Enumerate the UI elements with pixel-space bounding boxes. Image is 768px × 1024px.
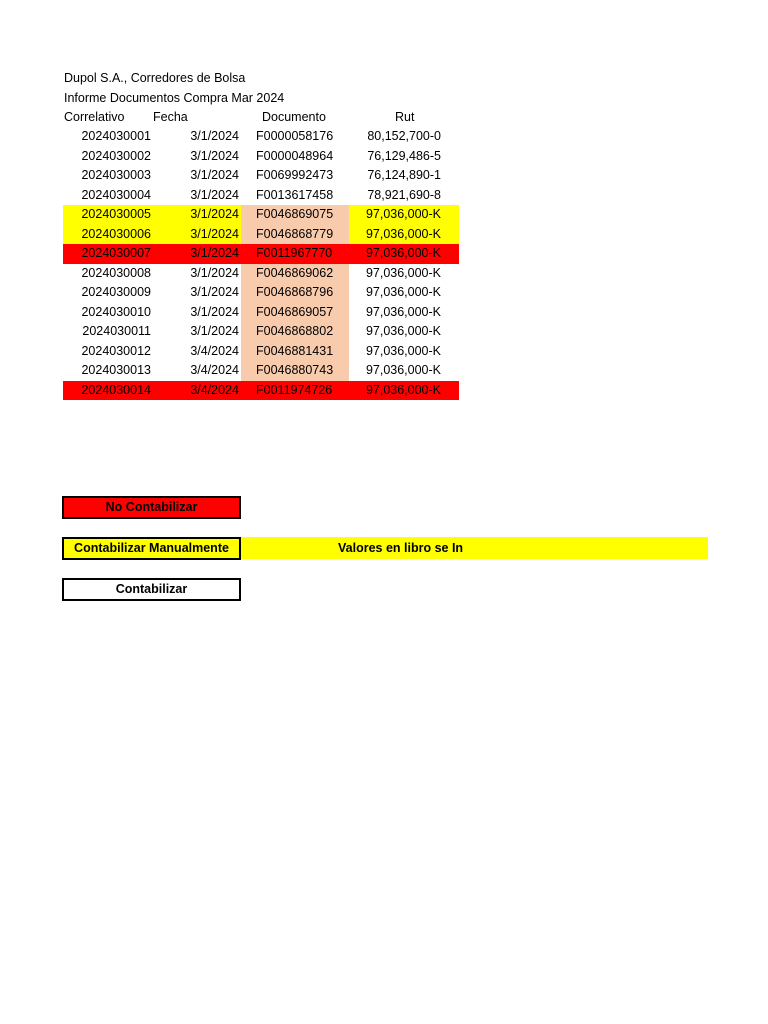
cell-documento: F0000048964 [256,148,334,163]
cell-rut: 97,036,000-K [365,265,441,280]
cell-correlativo: 2024030002 [81,148,151,163]
cell-correlativo: 2024030009 [81,285,151,299]
cell-rut: 97,036,000-K [349,244,459,264]
cell-correlativo: 2024030006 [63,225,153,245]
cell-correlativo: 2024030001 [81,129,151,143]
report-title: Informe Documentos Compra Mar 2024 [64,91,285,105]
table-row [0,127,768,147]
cell-documento: F0011974726 [241,381,349,401]
cell-documento: F0069992473 [256,168,334,182]
cell-rut: 97,036,000-K [365,324,441,338]
table-row [0,244,768,264]
cell-rut: 78,921,690-8 [367,187,441,202]
table-row [0,264,768,284]
cell-rut: 76,124,890-1 [367,168,441,182]
cell-fecha: 3/4/2024 [190,343,239,358]
cell-fecha: 3/1/2024 [190,304,239,319]
column-header-rut: Rut [395,110,415,124]
cell-rut: 80,152,700-0 [367,129,441,143]
cell-fecha: 3/1/2024 [190,129,239,143]
column-header-correlativo: Correlativo [64,110,125,124]
cell-fecha: 3/1/2024 [190,285,239,299]
cell-correlativo: 2024030011 [82,324,151,338]
cell-rut: 97,036,000-K [365,343,441,358]
column-header-fecha: Fecha [153,110,188,124]
cell-documento: F0046869075 [241,205,349,225]
cell-correlativo: 2024030013 [81,363,151,377]
cell-correlativo: 2024030014 [63,381,153,401]
cell-fecha: 3/4/2024 [153,381,241,401]
cell-documento: F0046868796 [241,283,349,303]
cell-documento: F0046881431 [241,342,349,362]
cell-documento: F0011967770 [241,244,349,264]
legend-manual-note-text: Valores en libro se In [338,541,464,555]
cell-documento: F0046869057 [241,303,349,323]
cell-fecha: 3/1/2024 [153,205,241,225]
table-row [0,186,768,206]
company-name: Dupol S.A., Corredores de Bolsa [64,71,246,85]
cell-rut: 97,036,000-K [365,304,441,319]
table-row [0,342,768,362]
table-row [0,381,768,401]
cell-rut: 97,036,000-K [365,285,441,299]
cell-correlativo: 2024030012 [81,343,151,358]
cell-rut: 76,129,486-5 [367,148,441,163]
cell-correlativo: 2024030010 [81,304,151,319]
column-header-documento: Documento [262,110,326,124]
cell-fecha: 3/1/2024 [190,148,239,163]
cell-documento: F0013617458 [256,187,334,202]
cell-fecha: 3/1/2024 [190,265,239,280]
table-row [0,225,768,245]
legend-contabilizar-manualmente: Contabilizar Manualmente [62,537,241,560]
table-row [0,166,768,186]
cell-documento: F0046880743 [241,361,349,381]
table-row [0,361,768,381]
cell-fecha: 3/1/2024 [190,168,239,182]
cell-correlativo: 2024030008 [81,265,151,280]
cell-fecha: 3/1/2024 [153,244,241,264]
table-row [0,147,768,167]
table-row [0,303,768,323]
cell-documento: F0046869062 [241,264,349,284]
cell-fecha: 3/4/2024 [190,363,239,377]
table-row [0,205,768,225]
cell-correlativo: 2024030003 [81,168,151,182]
cell-documento: F0046868802 [241,322,349,342]
cell-documento: F0000058176 [256,129,334,143]
table-row [0,283,768,303]
legend-contabilizar: Contabilizar [62,578,241,601]
legend-no-contabilizar: No Contabilizar [62,496,241,519]
cell-rut: 97,036,000-K [365,363,441,377]
cell-fecha: 3/1/2024 [190,187,239,202]
cell-correlativo: 2024030004 [81,187,151,202]
table-row [0,322,768,342]
cell-rut: 97,036,000-K [349,381,459,401]
cell-fecha: 3/1/2024 [190,324,239,338]
cell-documento: F0046868779 [241,225,349,245]
cell-correlativo: 2024030007 [63,244,153,264]
cell-fecha: 3/1/2024 [153,225,241,245]
legend-manual-note [241,537,708,559]
cell-rut: 97,036,000-K [349,225,459,245]
cell-rut: 97,036,000-K [349,205,459,225]
cell-correlativo: 2024030005 [63,205,153,225]
